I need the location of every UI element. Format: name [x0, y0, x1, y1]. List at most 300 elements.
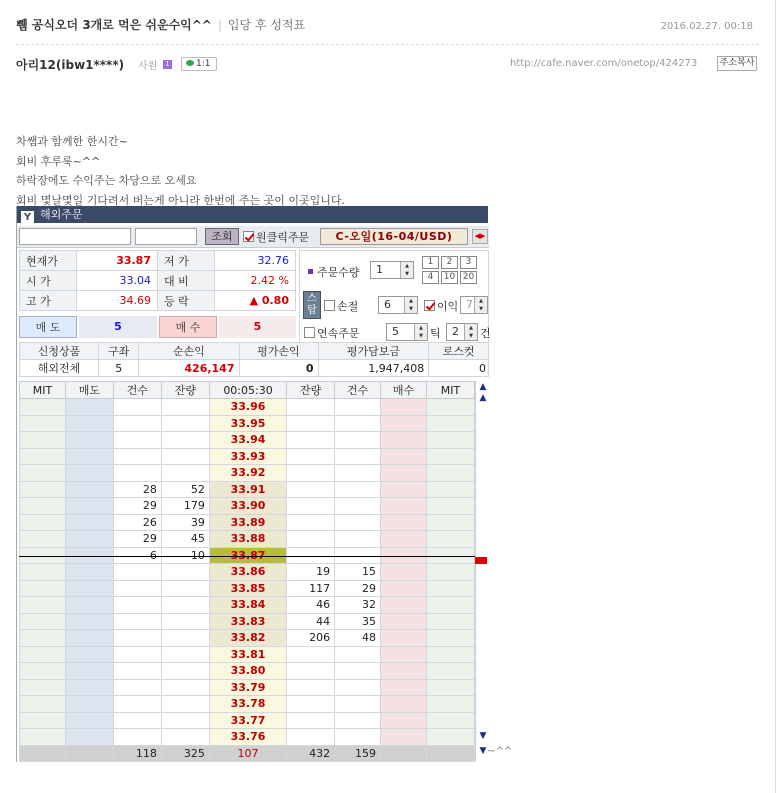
- tick-stepper[interactable]: 2 ▲ ▼: [446, 323, 478, 341]
- sell-order-cell[interactable]: [65, 630, 113, 647]
- scroll-down-icon[interactable]: ▼: [479, 731, 487, 741]
- price-cell: 33.95: [209, 415, 286, 432]
- sell-mit-cell[interactable]: [20, 646, 66, 663]
- sell-mit-cell[interactable]: [20, 498, 66, 515]
- copy-url-button[interactable]: 주소복사: [717, 56, 757, 71]
- sell-mit-cell[interactable]: [20, 679, 66, 696]
- buy-count-cell: [335, 531, 381, 548]
- buy-count-cell: 29: [335, 580, 381, 597]
- post-category[interactable]: 입당 후 성적표: [227, 18, 306, 32]
- vertical-scrollbar[interactable]: [475, 381, 489, 761]
- bullet-icon: [308, 269, 313, 274]
- sell-qty-cell: [161, 613, 209, 630]
- quote-label: 대 비: [157, 271, 214, 291]
- buy-order-cell[interactable]: [381, 679, 427, 696]
- checkbox-checked-icon[interactable]: [424, 300, 435, 311]
- sell-qty-cell: [161, 597, 209, 614]
- buy-count-cell: [335, 696, 381, 713]
- order-book-row: [20, 597, 475, 614]
- buy-count-cell: [335, 663, 381, 680]
- buy-count-cell: [335, 514, 381, 531]
- numpad-key[interactable]: 4: [422, 271, 439, 284]
- sell-qty-cell: [161, 399, 209, 416]
- price-cell: 33.86: [209, 564, 286, 581]
- price-cell: 33.82: [209, 630, 286, 647]
- buy-count-cell: [335, 498, 381, 515]
- sell-count-cell: 26: [113, 514, 161, 531]
- total-sell-qty: 325: [161, 745, 209, 761]
- numpad-key[interactable]: 1: [422, 256, 439, 269]
- sell-order-cell[interactable]: [65, 696, 113, 713]
- order-book-row: [20, 514, 475, 531]
- sell-mit-cell[interactable]: [20, 432, 66, 449]
- sell-mit-cell[interactable]: [20, 729, 66, 746]
- stoploss-toggle[interactable]: 손절: [324, 298, 358, 314]
- sell-qty-cell: [161, 663, 209, 680]
- author-name[interactable]: 아리12(ibw1****): [16, 58, 125, 72]
- col-header: 건수: [335, 382, 381, 399]
- continuous-stepper[interactable]: 5 ▲ ▼: [386, 323, 428, 341]
- price-cell: 33.76: [209, 729, 286, 746]
- buy-qty-cell: 117: [287, 580, 335, 597]
- col-header: MIT: [426, 382, 474, 399]
- sell-mit-cell[interactable]: [20, 481, 66, 498]
- order-book-row: [20, 580, 475, 597]
- continuous-toggle[interactable]: 연속주문: [304, 325, 360, 341]
- quote-label: 시 가: [20, 271, 77, 291]
- buy-count-cell: [335, 448, 381, 465]
- current-price-line: [19, 556, 489, 557]
- sell-order-cell[interactable]: [65, 399, 113, 416]
- buy-order-cell[interactable]: [381, 696, 427, 713]
- sell-position-label[interactable]: 매 도: [19, 316, 77, 338]
- buy-mit-cell[interactable]: [426, 415, 474, 432]
- sell-qty-cell: 52: [161, 481, 209, 498]
- price-cell: 33.87: [209, 547, 286, 564]
- buy-qty-cell: [287, 498, 335, 515]
- order-book-totals-row: [20, 745, 475, 761]
- buy-mit-cell[interactable]: [426, 580, 474, 597]
- sell-order-cell[interactable]: [65, 663, 113, 680]
- sell-mit-cell[interactable]: [20, 399, 66, 416]
- order-book-row: [20, 481, 475, 498]
- sell-qty-cell: [161, 465, 209, 482]
- title-separator: |: [217, 18, 222, 32]
- numpad-key[interactable]: 3: [460, 256, 477, 269]
- sell-order-cell[interactable]: [65, 712, 113, 729]
- sell-qty-cell: [161, 696, 209, 713]
- sell-count-cell: [113, 630, 161, 647]
- buy-qty-cell: 206: [287, 630, 335, 647]
- sell-order-cell[interactable]: [65, 679, 113, 696]
- buy-qty-cell: 46: [287, 597, 335, 614]
- buy-mit-cell[interactable]: [426, 729, 474, 746]
- sell-mit-cell[interactable]: [20, 448, 66, 465]
- chat-label: 1:1: [196, 59, 211, 69]
- sell-qty-cell: 39: [161, 514, 209, 531]
- total-sell-count: 118: [113, 745, 161, 761]
- order-book-row: [20, 679, 475, 696]
- numpad-key[interactable]: 10: [441, 271, 458, 284]
- order-book-row: [20, 415, 475, 432]
- eval-margin: 1,947,408: [318, 360, 429, 377]
- net-profit: 426,147: [139, 360, 239, 377]
- buy-position-label[interactable]: 매 수: [159, 316, 217, 338]
- buy-qty-cell: [287, 712, 335, 729]
- buy-mit-cell[interactable]: [426, 646, 474, 663]
- buy-mit-cell[interactable]: [426, 613, 474, 630]
- buy-mit-cell[interactable]: [426, 465, 474, 482]
- sell-count-cell: [113, 580, 161, 597]
- price-cell: 33.81: [209, 646, 286, 663]
- buy-order-cell[interactable]: [381, 514, 427, 531]
- sell-order-cell[interactable]: [65, 564, 113, 581]
- order-book-row: [20, 729, 475, 746]
- buy-mit-cell[interactable]: [426, 481, 474, 498]
- sell-count-cell: 29: [113, 531, 161, 548]
- col-header: 건수: [113, 382, 161, 399]
- total-buy-count: 159: [335, 745, 381, 761]
- change-percent: 2.42 %: [215, 271, 296, 291]
- buy-count-cell: [335, 415, 381, 432]
- sell-qty-cell: 45: [161, 531, 209, 548]
- sell-mit-cell[interactable]: [20, 597, 66, 614]
- scroll-up-icon[interactable]: ▲: [479, 393, 487, 403]
- buy-mit-cell[interactable]: [426, 630, 474, 647]
- sell-count-cell: [113, 432, 161, 449]
- open-price: 33.04: [77, 271, 158, 291]
- product-select[interactable]: C-오일(16-04/USD): [320, 228, 468, 245]
- sell-count-cell: 28: [113, 481, 161, 498]
- col-header: 잔량: [287, 382, 335, 399]
- numpad-key[interactable]: 20: [460, 271, 477, 284]
- order-book-row: [20, 613, 475, 630]
- query-button[interactable]: 조회: [205, 228, 239, 245]
- sell-order-cell[interactable]: [65, 646, 113, 663]
- current-price-marker-icon: [475, 557, 487, 564]
- buy-count-cell: [335, 679, 381, 696]
- buy-order-cell[interactable]: [381, 415, 427, 432]
- buy-mit-cell[interactable]: [426, 712, 474, 729]
- col-header: 로스컷: [429, 343, 489, 360]
- sell-order-cell[interactable]: [65, 514, 113, 531]
- buy-qty-cell: [287, 415, 335, 432]
- total-empty: [381, 745, 427, 761]
- buy-order-cell[interactable]: [381, 729, 427, 746]
- post-date: 2016.02.27. 00:18: [660, 21, 753, 32]
- order-settings-panel: [299, 250, 489, 344]
- buy-qty-cell: [287, 531, 335, 548]
- buy-count-cell: 48: [335, 630, 381, 647]
- total-diff: 107: [209, 745, 286, 761]
- price-cell: 33.96: [209, 399, 286, 416]
- sell-count-cell: [113, 663, 161, 680]
- order-book-row: [20, 696, 475, 713]
- sell-qty-cell: [161, 729, 209, 746]
- buy-qty-cell: [287, 481, 335, 498]
- buy-count-cell: [335, 465, 381, 482]
- price-cell: 33.85: [209, 580, 286, 597]
- sell-count-cell: [113, 415, 161, 432]
- hts-logo-icon: Y: [21, 211, 34, 224]
- oneclick-toggle[interactable]: [243, 229, 309, 245]
- sell-order-cell[interactable]: [65, 465, 113, 482]
- col-header: 평가담보금: [318, 343, 429, 360]
- buy-count-cell: [335, 432, 381, 449]
- buy-order-cell[interactable]: [381, 646, 427, 663]
- trailing-text: ~^^: [487, 746, 513, 757]
- sell-order-cell[interactable]: [65, 448, 113, 465]
- sell-mit-cell[interactable]: [20, 531, 66, 548]
- buy-order-cell[interactable]: [381, 432, 427, 449]
- buy-order-cell[interactable]: [381, 580, 427, 597]
- col-header: 평가손익: [239, 343, 318, 360]
- col-header: 잔량: [161, 382, 209, 399]
- sell-qty-cell: [161, 415, 209, 432]
- eval-profit: 0: [239, 360, 318, 377]
- sell-qty-cell: 10: [161, 547, 209, 564]
- chat-button[interactable]: [181, 57, 217, 71]
- order-book-row: [20, 399, 475, 416]
- order-qty-stepper[interactable]: 1 ▲ ▼: [370, 261, 414, 279]
- buy-qty-cell: 19: [287, 564, 335, 581]
- buy-order-cell[interactable]: [381, 597, 427, 614]
- grade-badge-icon: 1: [163, 60, 172, 69]
- account-cell: 5: [99, 360, 139, 377]
- buy-mit-cell[interactable]: [426, 531, 474, 548]
- buy-mit-cell[interactable]: [426, 432, 474, 449]
- sell-mit-cell[interactable]: [20, 712, 66, 729]
- sell-order-cell[interactable]: [65, 498, 113, 515]
- total-empty: [20, 745, 66, 761]
- quote-label: 고 가: [20, 291, 77, 311]
- sell-order-cell[interactable]: [65, 580, 113, 597]
- order-book-row: [20, 564, 475, 581]
- buy-order-cell[interactable]: [381, 481, 427, 498]
- buy-mit-cell[interactable]: [426, 448, 474, 465]
- sell-order-cell[interactable]: [65, 432, 113, 449]
- sell-mit-cell[interactable]: [20, 580, 66, 597]
- col-header: 신청상품: [20, 343, 99, 360]
- buy-mit-cell[interactable]: [426, 696, 474, 713]
- price-cell: 33.94: [209, 432, 286, 449]
- buy-qty-cell: [287, 679, 335, 696]
- sell-order-cell[interactable]: [65, 481, 113, 498]
- numpad-key[interactable]: 2: [441, 256, 458, 269]
- sell-count-cell: [113, 564, 161, 581]
- total-empty: [426, 745, 474, 761]
- buy-qty-cell: [287, 514, 335, 531]
- buy-count-cell: [335, 729, 381, 746]
- price-cell: 33.89: [209, 514, 286, 531]
- scroll-bottom-icon[interactable]: ▼: [479, 746, 487, 756]
- sell-order-cell[interactable]: [65, 531, 113, 548]
- buy-mit-cell[interactable]: [426, 663, 474, 680]
- sell-count-cell: [113, 729, 161, 746]
- buy-mit-cell[interactable]: [426, 564, 474, 581]
- price-cell: 33.92: [209, 465, 286, 482]
- sell-qty-cell: [161, 448, 209, 465]
- col-header: MIT: [20, 382, 66, 399]
- member-grade: 사원: [138, 61, 158, 72]
- quote-table: [19, 250, 296, 311]
- body-line: 회비 후루룩~^^: [16, 154, 101, 168]
- account-select[interactable]: [19, 228, 131, 245]
- buy-position-count: 5: [219, 316, 296, 338]
- sell-mit-cell[interactable]: [20, 630, 66, 647]
- buy-count-cell: [335, 646, 381, 663]
- position-row: [19, 316, 296, 338]
- hts-screenshot: [16, 206, 491, 762]
- sell-qty-cell: [161, 432, 209, 449]
- sell-count-cell: [113, 399, 161, 416]
- sell-count-cell: [113, 679, 161, 696]
- buy-qty-cell: [287, 696, 335, 713]
- quote-label: 현재가: [20, 251, 77, 271]
- sell-order-cell[interactable]: [65, 415, 113, 432]
- post-title-text: 쀔 공식오더 3개로 먹은 쉬운수익^^: [16, 18, 212, 32]
- buy-qty-cell: 44: [287, 613, 335, 630]
- sell-count-cell: [113, 613, 161, 630]
- sell-mit-cell[interactable]: [20, 415, 66, 432]
- sell-order-cell[interactable]: [65, 613, 113, 630]
- sell-qty-cell: [161, 679, 209, 696]
- sell-mit-cell[interactable]: [20, 514, 66, 531]
- buy-count-cell: [335, 399, 381, 416]
- buy-order-cell[interactable]: [381, 613, 427, 630]
- buy-qty-cell: [287, 465, 335, 482]
- price-cell: 33.83: [209, 613, 286, 630]
- buy-qty-cell: [287, 448, 335, 465]
- stoploss-stepper[interactable]: 6 ▲ ▼: [378, 296, 418, 314]
- sell-count-cell: 6: [113, 547, 161, 564]
- order-book-row: [20, 432, 475, 449]
- losscut: 0: [429, 360, 489, 377]
- col-header: 매도: [65, 382, 113, 399]
- buy-order-cell[interactable]: [381, 712, 427, 729]
- sell-order-cell[interactable]: [65, 597, 113, 614]
- buy-mit-cell[interactable]: [426, 597, 474, 614]
- sell-qty-cell: 179: [161, 498, 209, 515]
- buy-mit-cell[interactable]: [426, 399, 474, 416]
- high-price: 34.69: [77, 291, 158, 311]
- sell-mit-cell[interactable]: [20, 564, 66, 581]
- col-header: 순손익: [139, 343, 239, 360]
- sell-qty-cell: [161, 580, 209, 597]
- price-cell: 33.80: [209, 663, 286, 680]
- buy-qty-cell: [287, 646, 335, 663]
- buy-qty-cell: [287, 399, 335, 416]
- profit-toggle[interactable]: 이익: [424, 298, 458, 314]
- account-summary-table: [19, 342, 489, 377]
- sell-mit-cell[interactable]: [20, 663, 66, 680]
- price-cell: 33.77: [209, 712, 286, 729]
- chat-bubble-icon: [186, 60, 194, 66]
- order-book-row: [20, 663, 475, 680]
- sell-qty-cell: [161, 564, 209, 581]
- price-cell: 33.93: [209, 448, 286, 465]
- sell-count-cell: [113, 696, 161, 713]
- body-line: 하락장에도 수익주는 차당으로 오세요: [16, 174, 197, 187]
- order-book-row: [20, 531, 475, 548]
- price-cell: 33.79: [209, 679, 286, 696]
- sell-qty-cell: [161, 646, 209, 663]
- sell-order-cell[interactable]: [65, 729, 113, 746]
- checkbox-icon[interactable]: [304, 327, 315, 338]
- buy-order-cell[interactable]: [381, 399, 427, 416]
- checkbox-checked-icon[interactable]: [243, 231, 254, 242]
- buy-order-cell[interactable]: [381, 531, 427, 548]
- order-book-row: [20, 646, 475, 663]
- body-line: 차쌤과 함께한 한시간~: [16, 135, 128, 148]
- count-label: 건: [480, 327, 491, 340]
- product-arrows-icon[interactable]: ◀▶: [472, 229, 488, 244]
- buy-mit-cell[interactable]: [426, 514, 474, 531]
- body-line: 회비 몇날몇일 기다려서 버는게 아니라 한번에 주는 곳이 이곳입니다.: [16, 193, 345, 207]
- buy-count-cell: 15: [335, 564, 381, 581]
- sell-count-cell: [113, 646, 161, 663]
- sell-qty-cell: [161, 712, 209, 729]
- buy-count-cell: 32: [335, 597, 381, 614]
- order-book-table: [19, 381, 475, 762]
- hts-toolbar: [17, 226, 489, 248]
- buy-mit-cell[interactable]: [426, 498, 474, 515]
- low-price: 32.76: [215, 251, 296, 271]
- buy-order-cell[interactable]: [381, 663, 427, 680]
- sell-count-cell: [113, 465, 161, 482]
- header-divider: [16, 44, 759, 45]
- checkbox-icon[interactable]: [324, 300, 335, 311]
- buy-order-cell[interactable]: [381, 465, 427, 482]
- sell-mit-cell[interactable]: [20, 613, 66, 630]
- buy-mit-cell[interactable]: [426, 679, 474, 696]
- buy-order-cell[interactable]: [381, 564, 427, 581]
- hts-window-title: 해외주문: [40, 208, 83, 221]
- order-qty-label: 주문수량: [308, 264, 360, 280]
- buy-order-cell[interactable]: [381, 498, 427, 515]
- sell-count-cell: [113, 448, 161, 465]
- sell-count-cell: [113, 597, 161, 614]
- col-header: 매수: [381, 382, 427, 399]
- oneclick-label: 원클릭주문: [256, 231, 310, 244]
- buy-order-cell[interactable]: [381, 630, 427, 647]
- buy-order-cell[interactable]: [381, 448, 427, 465]
- account-cell: 해외전체: [20, 360, 99, 377]
- price-cell: 33.84: [209, 597, 286, 614]
- buy-count-cell: 35: [335, 613, 381, 630]
- buy-count-cell: [335, 712, 381, 729]
- scroll-top-icon[interactable]: ▲: [479, 382, 487, 392]
- sell-mit-cell[interactable]: [20, 465, 66, 482]
- price-cell: 33.88: [209, 531, 286, 548]
- sell-mit-cell[interactable]: [20, 696, 66, 713]
- post-body: [16, 132, 345, 210]
- sell-position-count: 5: [79, 316, 157, 338]
- profit-stepper[interactable]: 7 ▲ ▼: [460, 296, 488, 314]
- stop-button[interactable]: 스탑: [303, 291, 321, 319]
- password-field[interactable]: [135, 228, 197, 245]
- sell-qty-cell: [161, 630, 209, 647]
- post-title: [16, 16, 305, 33]
- quote-label: 등 락: [157, 291, 214, 311]
- total-buy-qty: 432: [287, 745, 335, 761]
- col-header: 구좌: [99, 343, 139, 360]
- order-book-row: [20, 448, 475, 465]
- sell-count-cell: [113, 712, 161, 729]
- order-book-row: [20, 630, 475, 647]
- post-url[interactable]: http://cafe.naver.com/onetop/424273: [510, 58, 698, 69]
- price-change: ▲ 0.80: [215, 291, 296, 311]
